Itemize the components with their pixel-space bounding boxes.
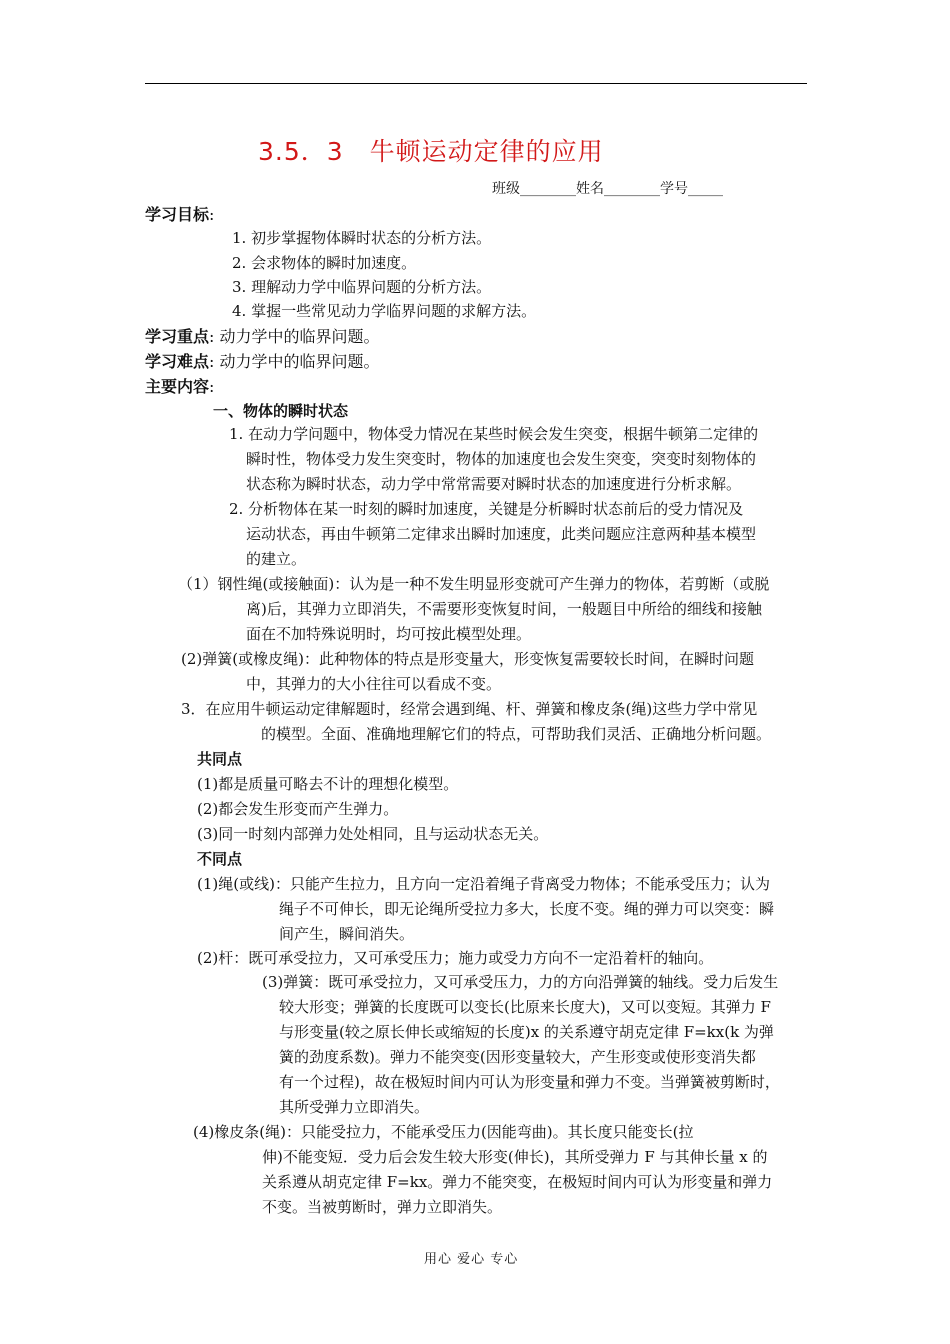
objectives-heading: 学习目标: xyxy=(145,205,215,224)
paragraph-line: (1)绳(或线)：只能产生拉力，且方向一定沿着绳子背离受力物体；不能承受压力；认为 xyxy=(197,875,770,893)
paragraph-line: 不变。当被剪断时，弹力立即消失。 xyxy=(262,1198,503,1216)
class-info: 班级________姓名________学号_____ xyxy=(492,181,723,197)
paragraph-line: 运动状态，再由牛顿第二定律求出瞬时加速度，此类问题应注意两种基本模型 xyxy=(246,525,757,543)
paragraph-line: (4)橡皮条(绳)：只能受拉力，不能承受压力(因能弯曲)。其长度只能变长(拉 xyxy=(193,1123,694,1141)
paragraph-line: 的模型。全面、准确地理解它们的特点，可帮助我们灵活、正确地分析问题。 xyxy=(261,725,772,743)
paragraph-line: 伸)不能变短．受力后会发生较大形变(伸长)，其所受弹力 F 与其伸长量 x 的 xyxy=(262,1148,768,1166)
page-title: 3.5．3 牛顿运动定律的应用 xyxy=(258,137,604,166)
common-heading: 共同点 xyxy=(197,750,243,768)
paragraph-line: 与形变量(较之原长伸长或缩短的长度)x 的关系遵守胡克定律 F=kx(k 为弹 xyxy=(279,1023,774,1041)
objective-item: 2. 会求物体的瞬时加速度。 xyxy=(232,254,417,272)
paragraph-line: 离)后，其弹力立即消失，不需要形变恢复时间，一般题目中所给的细线和接触 xyxy=(246,600,762,618)
paragraph-line: 面在不加特殊说明时，均可按此模型处理。 xyxy=(246,625,532,643)
main-content-heading: 主要内容: xyxy=(145,377,215,396)
list-item: (1)都是质量可略去不计的理想化模型。 xyxy=(197,775,459,793)
paragraph-line: (2)杆：既可承受拉力，又可承受压力；施力或受力方向不一定沿着杆的轴向。 xyxy=(197,949,714,967)
key-point: 学习重点: 动力学中的临界问题。 xyxy=(145,327,380,346)
diff-heading: 不同点 xyxy=(197,850,243,868)
paragraph-line: 3．在应用牛顿运动定律解题时，经常会遇到绳、杆、弹簧和橡皮条(绳)这些力学中常见 xyxy=(181,700,758,718)
section-heading: 一、物体的瞬时状态 xyxy=(213,402,349,420)
paragraph-line: 状态称为瞬时状态，动力学中常常需要对瞬时状态的加速度进行分析求解。 xyxy=(246,475,742,493)
paragraph-line: 2. 分析物体在某一时刻的瞬时加速度，关键是分析瞬时状态前后的受力情况及 xyxy=(229,500,744,518)
paragraph-line: (2)弹簧(或橡皮绳)：此种物体的特点是形变量大，形变恢复需要较长时间，在瞬时问题 xyxy=(181,650,754,668)
paragraph-line: 1. 在动力学问题中，物体受力情况在某些时候会发生突变，根据牛顿第二定律的 xyxy=(229,425,759,443)
objective-item: 1. 初步掌握物体瞬时状态的分析方法。 xyxy=(232,229,492,247)
objective-item: 3. 理解动力学中临界问题的分析方法。 xyxy=(232,278,492,296)
paragraph-line: 瞬时性，物体受力发生突变时，物体的加速度也会发生突变，突变时刻物体的 xyxy=(246,450,757,468)
paragraph-line: 中，其弹力的大小往往可以看成不变。 xyxy=(246,675,502,693)
paragraph-line: 的建立。 xyxy=(246,550,307,568)
list-item: (2)都会发生形变而产生弹力。 xyxy=(197,800,399,818)
difficulty: 学习难点: 动力学中的临界问题。 xyxy=(145,352,380,371)
top-rule xyxy=(145,83,807,84)
paragraph-line: 有一个过程)，故在极短时间内可认为形变量和弹力不变。当弹簧被剪断时， xyxy=(279,1073,780,1091)
page-footer: 用心 爱心 专心 xyxy=(424,1252,519,1267)
list-item: (3)同一时刻内部弹力处处相同，且与运动状态无关。 xyxy=(197,825,549,843)
objective-item: 4. 掌握一些常见动力学临界问题的求解方法。 xyxy=(232,302,537,320)
paragraph-line: 其所受弹力立即消失。 xyxy=(279,1098,430,1116)
paragraph-line: 间产生，瞬间消失。 xyxy=(279,925,415,943)
paragraph-line: 绳子不可伸长，即无论绳所受拉力多大，长度不变。绳的弹力可以突变：瞬 xyxy=(279,900,775,918)
paragraph-line: 簧的劲度系数)。弹力不能突变(因形变量较大，产生形变或使形变消失都 xyxy=(279,1048,756,1066)
paragraph-line: (3)弹簧：既可承受拉力，又可承受压力，力的方向沿弹簧的轴线。受力后发生 xyxy=(262,973,779,991)
paragraph-line: 关系遵从胡克定律 F=kx。弹力不能突变，在极短时间内可认为形变量和弹力 xyxy=(262,1173,773,1191)
paragraph-line: 较大形变；弹簧的长度既可以变长(比原来长度大)，又可以变短。其弹力 F xyxy=(279,998,771,1016)
paragraph-line: （1）钢性绳(或接触面)：认为是一种不发生明显形变就可产生弹力的物体，若剪断（或脱 xyxy=(178,575,770,593)
